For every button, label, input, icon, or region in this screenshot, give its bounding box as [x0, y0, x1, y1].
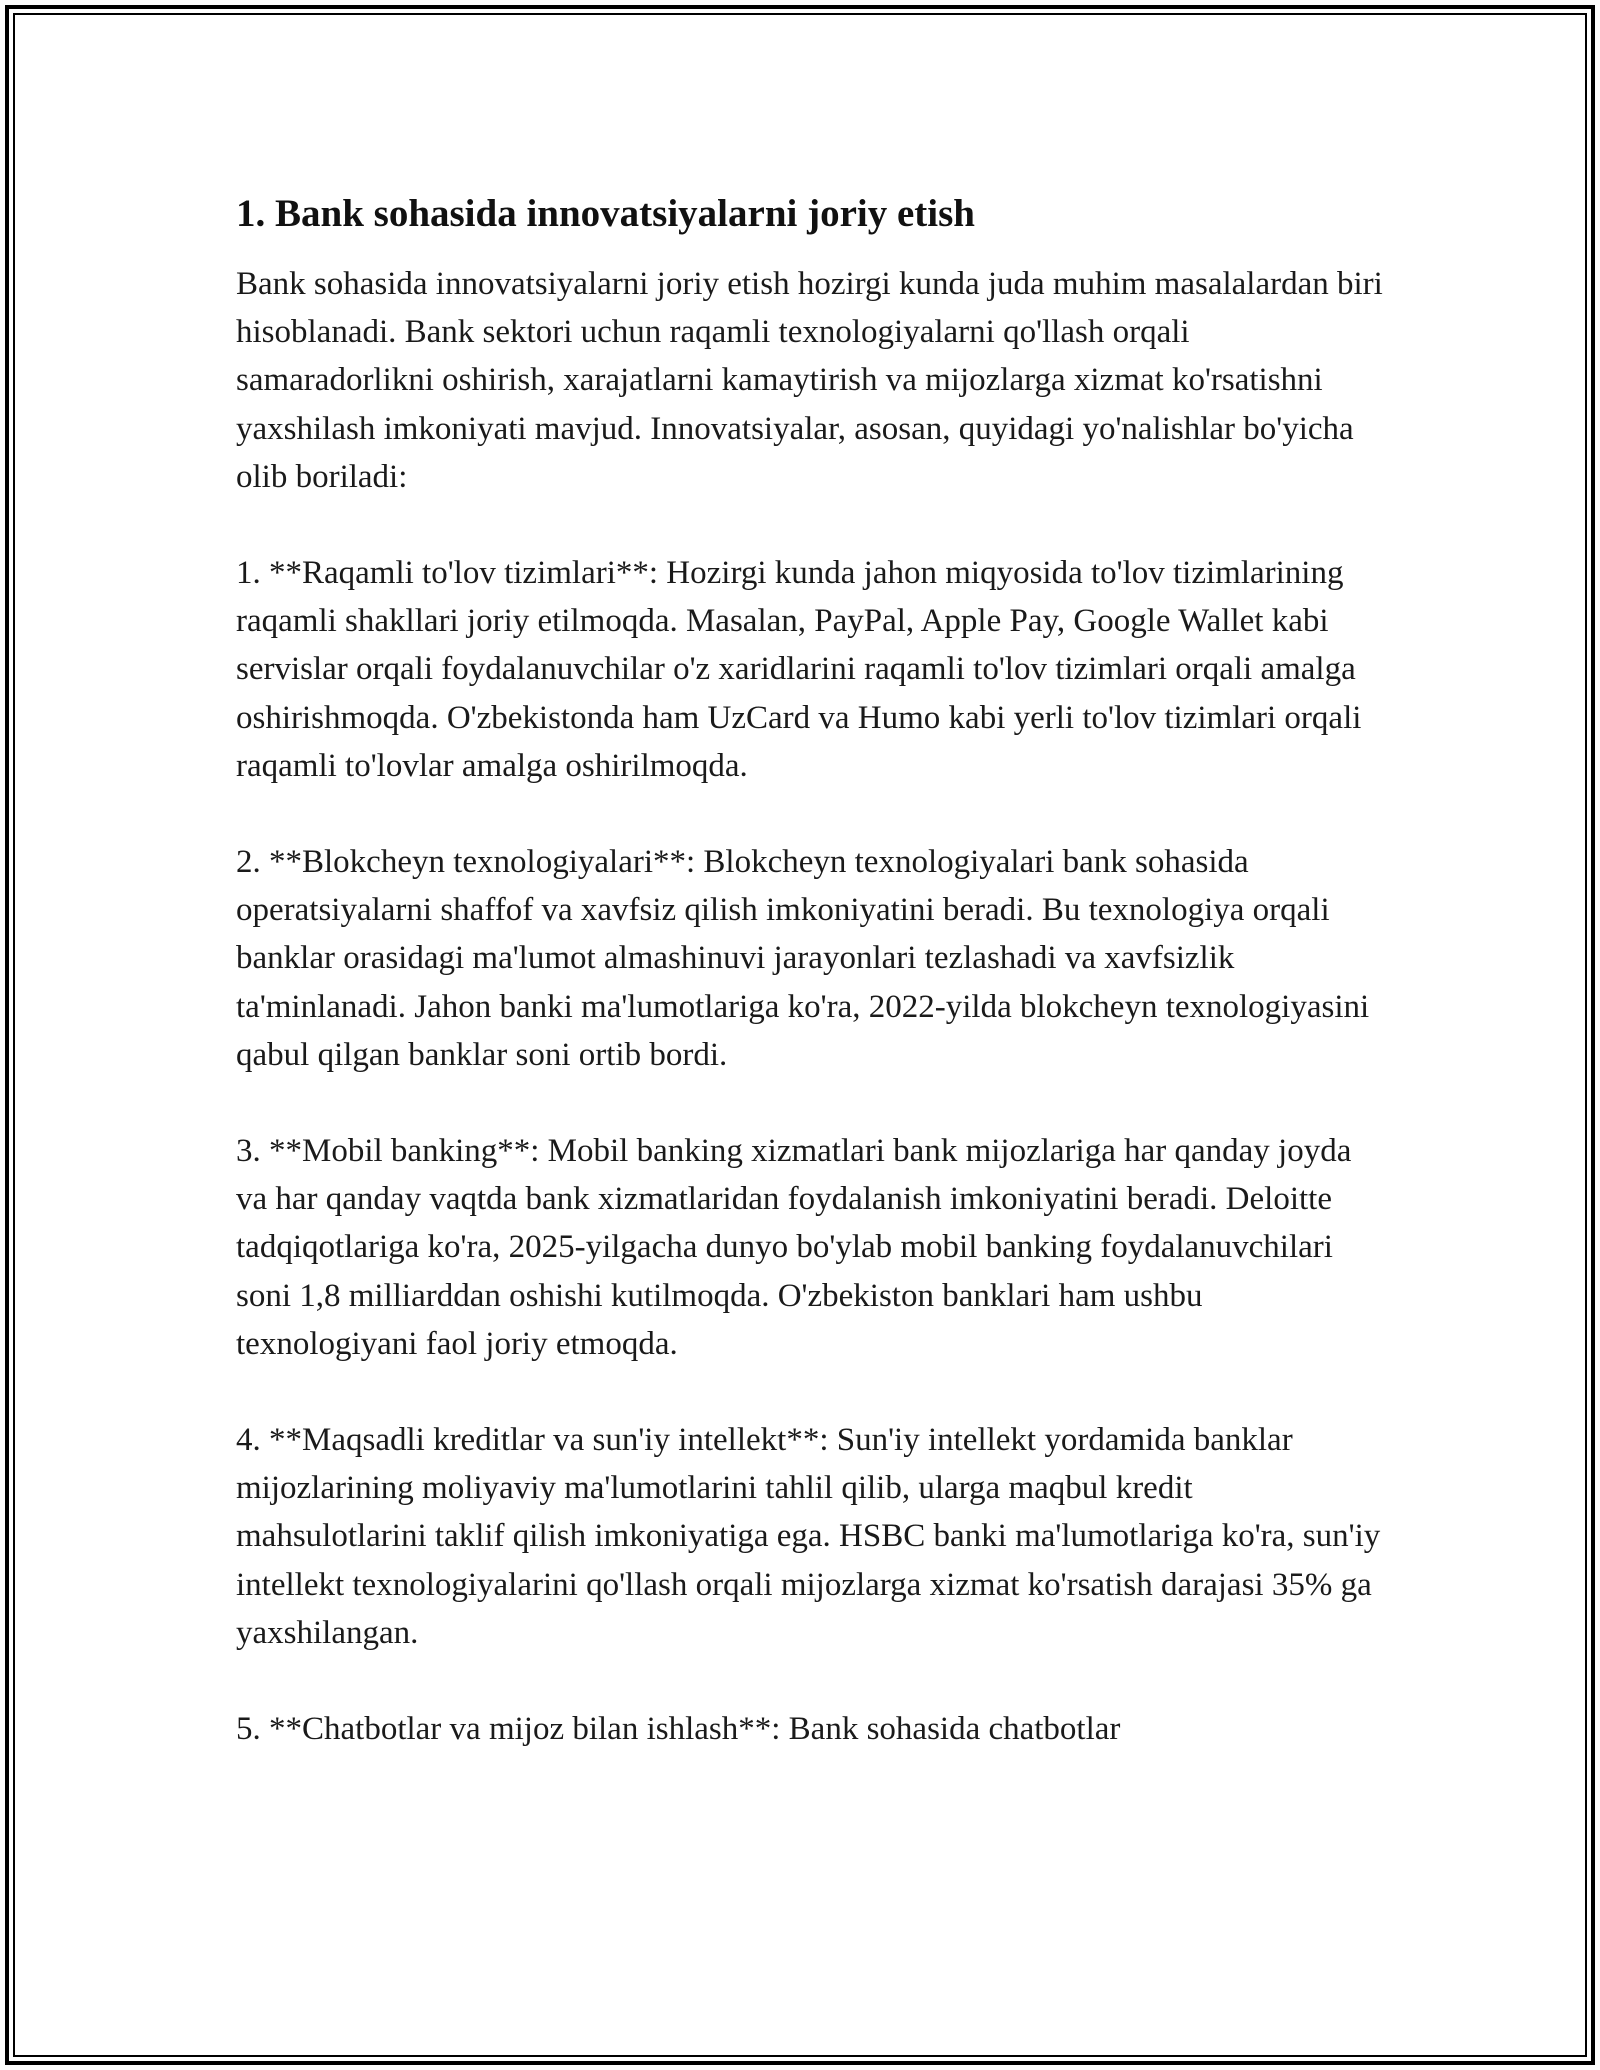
- list-item-chatbots: 5. **Chatbotlar va mijoz bilan ishlash**: Bank sohasida chatbotlar: [236, 1711, 1121, 1748]
- list-item-digital-payments: 1. **Raqamli to'lov tizimlari**: Hozirgi kunda jahon miqyosida to'lov tizimlarining raqamli shakllari joriy etilmoqda. Masalan, PayPal, Apple Pay, Google Wallet kabi servislar orqali foydalanuvchilar o'z xaridlarini raqamli to'lov tizimlari orqali amalga oshirishmoqda. O'zbekistonda ham UzCard va Humo kabi yerli to'lov tizimlari orqali raqamli to'lovlar amalga oshirilmoqda.: [236, 555, 1362, 784]
- section-title: 1. Bank sohasida innovatsiyalarni joriy etish: [236, 192, 975, 235]
- document-body: [236, 186, 1386, 1753]
- list-item-mobile-banking: 3. **Mobil banking**: Mobil banking xizmatlari bank mijozlariga har qanday joyda va har qanday vaqtda bank xizmatlaridan foydalanish imkoniyatini beradi. Deloitte tadqiqotlariga ko'ra, 2025-yilgacha dunyo bo'ylab mobil banking foydalanuvchilari soni 1,8 milliarddan oshishi kutilmoqda. O'zbekiston banklari ham ushbu texnologiyani faol joriy etmoqda.: [236, 1133, 1352, 1362]
- intro-paragraph: Bank sohasida innovatsiyalarni joriy etish hozirgi kunda juda muhim masalalardan biri hisoblanadi. Bank sektori uchun raqamli texnologiyalarni qo'llash orqali samaradorlikni oshirish, xarajatlarni kamaytirish va mijozlarga xizmat ko'rsatishni yaxshilash imkoniyati mavjud. Innovatsiyalar, asosan, quyidagi yo'nalishlar bo'yicha olib boriladi:: [236, 266, 1383, 495]
- list-item-ai-credit: 4. **Maqsadli kreditlar va sun'iy intellekt**: Sun'iy intellekt yordamida banklar mijozlarining moliyaviy ma'lumotlarini tahlil qilib, ularga maqbul kredit mahsulotlarini taklif qilish imkoniyatiga ega. HSBC banki ma'lumotlariga ko'ra, sun'iy intellekt texnologiyalarini qo'llash orqali mijozlarga xizmat ko'rsatish darajasi 35% ga yaxshilangan.: [236, 1422, 1381, 1651]
- list-item-blockchain: 2. **Blokcheyn texnologiyalari**: Blokcheyn texnologiyalari bank sohasida operatsiyalarni shaffof va xavfsiz qilish imkoniyatini beradi. Bu texnologiya orqali banklar orasidagi ma'lumot almashinuvi jarayonlari tezlashadi va xavfsizlik ta'minlanadi. Jahon banki ma'lumotlariga ko'ra, 2022-yilda blokcheyn texnologiyasini qabul qilgan banklar soni ortib bordi.: [236, 844, 1370, 1073]
